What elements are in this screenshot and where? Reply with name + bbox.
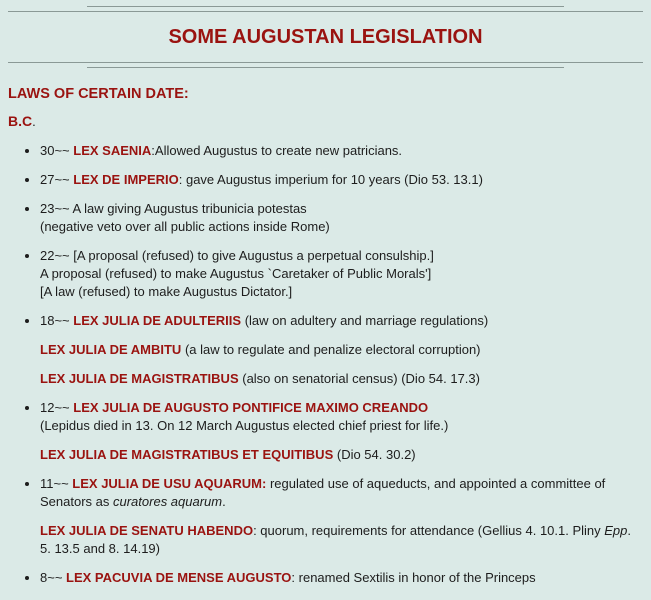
- law-entry-text: [40, 171, 643, 189]
- law-name: LEX SAENIA: [73, 143, 152, 158]
- law-entry-text: [40, 522, 643, 558]
- top-rule-full: [8, 11, 643, 12]
- text-segment: 27~~: [40, 172, 74, 187]
- text-segment: : quorum, requirements for attendance (Gellius 4. 10.1. Pliny: [253, 523, 605, 538]
- law-name: LEX JULIA DE USU AQUARUM:: [72, 476, 267, 491]
- text-segment: [A law (refused) to make Augustus Dictator.]: [40, 284, 293, 299]
- law-entry-text: [40, 200, 643, 236]
- law-entry-text: [40, 142, 643, 160]
- text-segment: 23~~ A law giving Augustus tribunicia potestas: [40, 201, 307, 216]
- text-segment: .: [222, 494, 226, 509]
- law-list-continuation: [40, 522, 643, 558]
- text-segment: 12~~: [40, 400, 74, 415]
- text-segment: : renamed Sextilis in honor of the Princeps: [291, 570, 536, 585]
- title-rule-short: [87, 67, 563, 68]
- law-list-item: [40, 475, 643, 511]
- law-entry-text: [40, 312, 643, 330]
- law-entry-text: [40, 341, 643, 359]
- era-label-dot: .: [32, 114, 36, 129]
- era-label: [8, 112, 643, 131]
- text-segment: 30~~: [40, 143, 74, 158]
- law-list-continuation: [40, 446, 643, 464]
- text-segment: (Lepidus died in 13. On 12 March Augustus elected chief priest for life.): [40, 418, 449, 433]
- law-entry-text: [40, 569, 643, 587]
- law-name: LEX DE IMPERIO: [73, 172, 179, 187]
- law-entry-text: [40, 399, 643, 435]
- law-list-item: [40, 569, 643, 587]
- law-entry-text: [40, 446, 643, 464]
- page-title: SOME AUGUSTAN LEGISLATION: [168, 26, 483, 48]
- law-list-item: [40, 171, 643, 189]
- section-heading: LAWS OF CERTAIN DATE:: [8, 86, 189, 102]
- text-segment: 8~~: [40, 570, 67, 585]
- text-segment: (Dio 54. 30.2): [333, 447, 416, 462]
- law-name: LEX JULIA DE AMBITU: [40, 342, 182, 357]
- law-entry-text: [40, 475, 643, 511]
- top-rule-short: [87, 6, 563, 7]
- latin-term: Epp: [604, 523, 628, 538]
- laws-list: [8, 142, 643, 587]
- law-list-item: [40, 312, 643, 330]
- text-segment: 11~~: [40, 476, 73, 491]
- law-list-item: [40, 142, 643, 160]
- text-segment: :Allowed Augustus to create new patricians.: [151, 143, 403, 158]
- text-segment: (a law to regulate and penalize electoral corruption): [181, 342, 481, 357]
- law-name: LEX PACUVIA DE MENSE AUGUSTO: [66, 570, 292, 585]
- text-segment: regulated use of aqueducts, and appointed a committee of Senators as: [40, 476, 606, 509]
- text-segment: A proposal (refused) to make Augustus `Caretaker of Public Morals']: [40, 266, 432, 281]
- era-label-red: B.C: [8, 113, 33, 129]
- law-name: LEX JULIA DE ADULTERIIS: [73, 313, 242, 328]
- text-segment: 22~~ [A proposal (refused) to give Augustus a perpetual consulship.]: [40, 248, 434, 263]
- law-entry-text: [40, 370, 643, 388]
- text-segment: 18~~: [40, 313, 74, 328]
- law-name: LEX JULIA DE MAGISTRATIBUS ET EQUITIBUS: [40, 447, 334, 462]
- law-list-continuation: [40, 341, 643, 359]
- law-name: LEX JULIA DE AUGUSTO PONTIFICE MAXIMO CREANDO: [73, 400, 429, 415]
- text-segment: (negative veto over all public actions inside Rome): [40, 219, 330, 234]
- law-list-continuation: [40, 370, 643, 388]
- law-name: LEX JULIA DE MAGISTRATIBUS: [40, 371, 239, 386]
- law-entry-text: [40, 247, 643, 301]
- law-list-item: [40, 399, 643, 435]
- latin-term: curatores aquarum: [113, 494, 223, 509]
- law-name: LEX JULIA DE SENATU HABENDO: [40, 523, 254, 538]
- text-segment: : gave Augustus imperium for 10 years (Dio 53. 13.1): [178, 172, 483, 187]
- text-segment: (also on senatorial census) (Dio 54. 17.3): [238, 371, 480, 386]
- text-segment: (law on adultery and marriage regulations): [241, 313, 489, 328]
- title-rule-full: [8, 62, 643, 63]
- text-segment: . 5. 13.5 and 8. 14.19): [40, 523, 632, 556]
- law-list-item: [40, 247, 643, 301]
- law-list-item: [40, 200, 643, 236]
